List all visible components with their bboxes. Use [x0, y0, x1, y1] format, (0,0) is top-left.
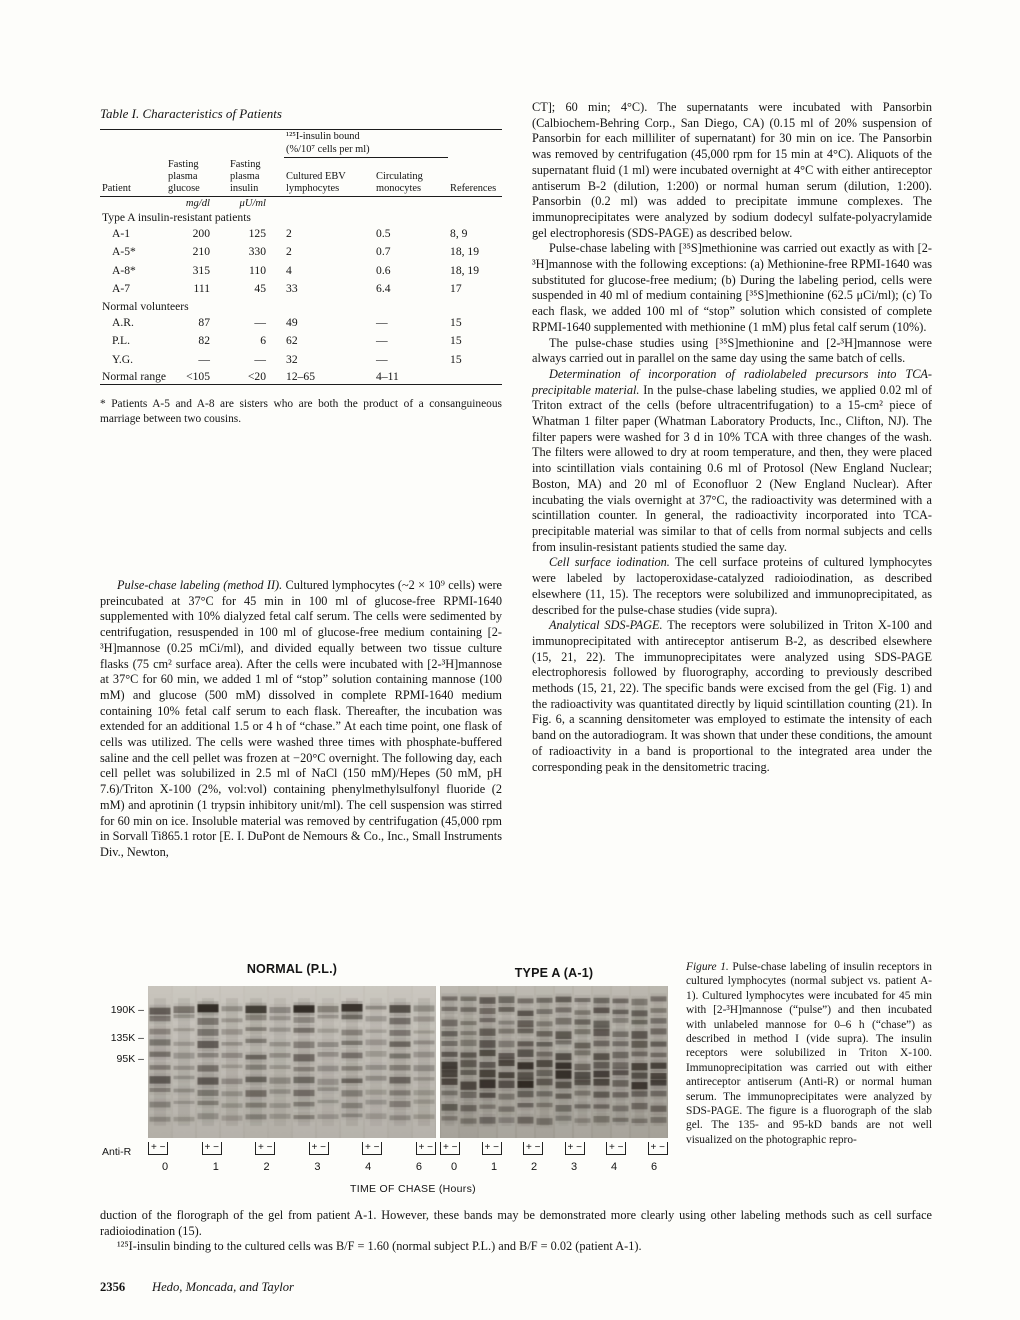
time-point: 2 [263, 1161, 270, 1173]
cell-lymphocytes: 2 [286, 226, 292, 240]
left-column [100, 578, 502, 861]
lane-polarity-label: + − [148, 1142, 168, 1155]
cell-glucose: 200 [192, 226, 210, 240]
gel-title-normal: NORMAL (P.L.) [246, 962, 338, 976]
cell-references: 17 [450, 282, 462, 295]
paragraph-text: CT]; 60 min; 4°C). The supernatants were incubated with Pansorbin (Calbiochem-Behring Corp., San Diego, CA) (0.15 ml of 20% suspension of Pansorbin for each milliliter of supernatant) for 30 min on ice. The Pansorbin was removed by centrifugation (45,000 rpm for 15 min at 4°C). Aliquots of the supernatant fluid (1 ml) were incubated overnight at 4°C with either antireceptor antiserum B-2 (dilution, 1:200) or normal human serum (dilution, 1:200). Pansorbin (0.2 ml) was added to precipitate immune complexes. The immunoprecipitates were analyzed by sodium dodecyl sulfate-polyacrylamide gel electrophoresis (SDS-PAGE) as described below. [532, 100, 932, 240]
time-points-normal [148, 1161, 436, 1173]
lane-polarity-label: + − [482, 1142, 502, 1155]
section-title: Normal volunteers [102, 299, 189, 313]
cell-monocytes: 0.6 [376, 263, 391, 277]
cell-insulin: 6 [260, 334, 267, 347]
cell-lymphocytes: 4 [286, 263, 292, 277]
paragraph-text: The cell surface proteins of cultured lymphocytes were labeled by lactoperoxidase-catalyzed radioiodination, as described elsewhere (11, 15). The receptors were solubilized and immunoprecipitated, as described for the pulse-chase studies (vide supra). [532, 555, 932, 617]
time-point: 4 [365, 1161, 372, 1173]
cell-monocytes: — [376, 352, 388, 366]
paragraph-text: In the pulse-chase labeling studies, we applied 0.02 ml of Triton extract of the cells (before ultracentrifugation) to a 15-cm² piece of Whatman 1 filter paper (Whatman Laboratory Products, Inc., Clifton, NJ). The filter papers were washed for 3 d in 10% TCA with three changes of the wash. The filters were allowed to dry at room temperature, and then, they were placed into scintillation vials containing 0.6 ml of Protosol (New England Nuclear; Boston, MA) and 20 ml of Econofluor 2 (New England Nuclear). After incubating the vials overnight at 37°C, the radioactivity was determined with a scintillation counter. In general, the radioactivity incorporated into TCA-precipitable material was similar to that of cells from normal subjects and cells from insulin-resistant patients studied the same day. [532, 382, 932, 554]
cell-references: 18, 19 [450, 263, 480, 277]
lane-polarity-label: + − [255, 1142, 275, 1155]
table-row [100, 332, 502, 351]
table-row [100, 314, 502, 333]
col-header-monocytes: Circulating monocytes [374, 158, 448, 197]
table-row [100, 243, 502, 262]
paragraph [532, 100, 932, 241]
cell-references: 15 [450, 334, 462, 347]
table-title: Table I. Characteristics of Patients [100, 106, 282, 121]
cell-patient: A-1 [112, 226, 131, 240]
cell-patient: A-8* [112, 263, 136, 277]
table-cell [374, 196, 448, 210]
cell-lymphocytes: 33 [286, 282, 298, 295]
units-insulin: μU/ml [239, 197, 267, 209]
figure-caption-text: Pulse-chase labeling of insulin receptors in cultured lymphocytes (normal subject vs. patient A-1). Cultured lymphocytes were incubated for 45 min with [2-³H]mannose (“pulse”) and then incubated with unlabeled mannose for 0–6 h (“chase”) as described in method I (vide supra). The insulin receptors were solubilized in Triton X-100. Immunoprecipitation was carried out with either antireceptor antiserum (Anti-R) or normal human serum. The immunoprecipitates were analyzed by SDS-PAGE. The figure is a fluorograph of the slab gel. The 135- and 95-kD bands are not well visualized on the photographic repro- [686, 961, 932, 1146]
time-point: 3 [314, 1161, 321, 1173]
time-point: 6 [650, 1161, 658, 1173]
table-cell [284, 196, 374, 210]
time-point: 0 [161, 1161, 169, 1173]
cell-glucose: 87 [198, 315, 210, 329]
lane-polarity-label: + − [523, 1142, 543, 1155]
running-authors: Hedo, Moncada, and Taylor [152, 1280, 294, 1294]
lane-polarity-row-typea [440, 1142, 668, 1155]
paragraph-method-II [100, 578, 502, 861]
cell-glucose: 111 [193, 282, 210, 295]
paragraph-lead: Analytical SDS-PAGE. [549, 618, 663, 633]
paragraph: ¹²⁵I-insulin binding to the cultured cells was B/F = 1.60 (normal subject P.L.) and B/F = 0.02 (patient A-1). [117, 1239, 642, 1254]
table-cell [100, 196, 166, 210]
table-cell [100, 130, 284, 158]
col-header-patient: Patient [100, 158, 166, 197]
lane-polarity-label: + − [606, 1142, 626, 1155]
cell-insulin: 110 [249, 263, 267, 277]
x-axis-label: TIME OF CHASE (Hours) [350, 1183, 476, 1195]
paragraph-text: Cultured lymphocytes (~2 × 10⁹ cells) were preincubated at 37°C for 45 min in 100 ml of glucose-free RPMI-1640 supplemented with 10% dialyzed fetal calf serum. The cells were sedimented by centrifugation, resuspended in 100 ml of glucose-free medium containing [2-³H]mannose (0.25 mCi/ml), and divided equally between two tissue culture flasks (75 cm² surface area). After the cells were incubated with [2-³H]mannose at 37°C for 60 min, we added 1 ml of “stop” solution containing mannose (100 mM) and glucose (500 mM) dissolved in complete RPMI-1640 medium containing 10% fetal calf serum to each flask. Thereafter, the incubation was extended for an additional 1.5 or 4 h of “chase.” At each time point, one flask of cells was utilized. The cells were washed three times with phosphate-buffered saline and the cell pellet was frozen at −20°C overnight. The following day, each cell pellet was solubilized in 2.5 ml of NaCl (150 mM)/Hepes (50 mM, pH 7.6)/Triton X-100 (2%, vol:vol) containing phenylmethylsulfonyl fluoride (2 mM) and aprotinin (1 trypsin inhibitory unit/ml). The cell suspension was stirred for 60 min on ice. Insoluble material was removed by centrifugation (45,000 rpm in Sorvall Ti865.1 rotor [E. I. DuPont de Nemours & Co., Inc., Small Instruments Div., Newton, [100, 578, 502, 859]
cell-patient: A-5* [112, 245, 136, 258]
spanner-line-2: (%/10⁷ cells per ml) [286, 143, 370, 155]
cell-range-lymphocytes: 12–65 [284, 369, 374, 385]
table-units-row [100, 196, 502, 210]
paragraph-lead: Cell surface iodination. [549, 555, 670, 570]
cell-lymphocytes: 62 [286, 334, 298, 347]
cell-monocytes: — [376, 334, 388, 347]
col-header-lymphocytes: Cultured EBV lymphocytes [284, 158, 374, 197]
table-cell [448, 130, 502, 158]
cell-range-glucose: <105 [166, 369, 228, 385]
cell-glucose: 210 [192, 245, 210, 258]
anti-r-label: Anti-R [102, 1146, 132, 1158]
table-footnote: * Patients A-5 and A-8 are sisters who are both the product of a consanguineous marriage between two cousins. [100, 398, 502, 425]
cell-patient: A-7 [112, 282, 131, 295]
cell-insulin: 45 [254, 282, 267, 295]
cell-patient: A.R. [112, 315, 134, 329]
paragraph: duction of the florograph of the gel from patient A-1. However, these bands may be demonstrated more clearly using other labeling methods such as cell surface radioiodination (15). [100, 1208, 932, 1238]
col-header-insulin: Fasting plasma insulin [228, 158, 284, 197]
figure-caption-label: Figure 1. [686, 961, 729, 973]
table-cell [448, 196, 502, 210]
time-points-typea [440, 1161, 668, 1173]
paragraph [532, 336, 932, 367]
cell-insulin: 330 [248, 245, 267, 258]
lane-polarity-label: + − [362, 1142, 382, 1155]
paragraph [532, 241, 932, 335]
units-glucose: mg/dl [185, 197, 210, 209]
cell-lymphocytes: 49 [286, 315, 298, 329]
table-row [100, 280, 502, 299]
paragraph-text: Pulse-chase labeling with [³⁵S]methionine was carried out exactly as with [2-³H]mannose with the following exceptions: (a) Methionine-free RPMI-1640 was substituted for glucose-free medium; (b) During the labeling period, cells were suspended in 40 ml of medium containing [³⁵S]methionine (62.5 μCi/ml); (c) To each flask, we added 100 ml of “stop” solution which consisted of complete RPMI-1640 supplemented with methionine (1 mM) plus fetal calf serum (10%). [532, 241, 932, 334]
lane-polarity-label: + − [440, 1142, 460, 1155]
lane-polarity-label: + − [202, 1142, 222, 1155]
table-section-typeA [100, 210, 502, 225]
caption-continuation [100, 1208, 932, 1255]
right-column [532, 100, 932, 775]
time-point: 1 [212, 1161, 219, 1173]
cell-range-monocytes: 4–11 [374, 369, 448, 385]
paragraph [532, 618, 932, 775]
cell-glucose: 82 [198, 334, 210, 347]
table-section-normal [100, 299, 502, 314]
table-normal-range-row [100, 369, 502, 385]
cell-references: 15 [450, 352, 462, 366]
patients-table-block [100, 106, 502, 426]
paragraph-text: The receptors were solubilized in Triton X-100 and immunoprecipitated with antireceptor antiserum B-2, as described elsewhere (15, 21, 22). The immunoprecipitates were analyzed using SDS-PAGE electrophoresis followed by fluorography, according to previously described methods (15, 21, 22). The specific bands were excised from the gel (Fig. 1) and the radioactivity was quantitated directly by liquid scintillation counting (21). In Fig. 6, a scanning densitometer was employed to estimate the intensity of each band on the autoradiogram. It was shown that under these conditions, the amount of radioactivity in a band is proportional to the integrated area under the corresponding peak in the densitometric tracing. [532, 618, 933, 774]
cell-lymphocytes: 32 [286, 352, 298, 366]
section-title: Type A insulin-resistant patients [102, 210, 251, 224]
time-point: 4 [610, 1161, 618, 1173]
cell-glucose: — [198, 352, 210, 366]
cell-patient: P.L. [112, 334, 131, 347]
lane-polarity-label: + − [648, 1142, 668, 1155]
cell-monocytes: 0.7 [376, 245, 391, 258]
table-spanner-row [100, 130, 502, 158]
lane-polarity-label: + − [565, 1142, 585, 1155]
time-point: 0 [450, 1161, 458, 1173]
cell-references: 18, 19 [450, 245, 480, 258]
cell-monocytes: 0.5 [376, 226, 391, 240]
cell-monocytes: — [376, 315, 388, 329]
mw-marker-190k: 190K – [110, 1004, 144, 1016]
table-header-row [100, 158, 502, 197]
mw-marker-135k: 135K – [110, 1032, 144, 1044]
time-point: 3 [570, 1161, 578, 1173]
mw-marker-95k: 95K – [116, 1053, 144, 1065]
cell-insulin: — [254, 315, 267, 329]
gel-title-typea: TYPE A (A-1) [514, 966, 594, 980]
paragraph [532, 555, 932, 618]
patients-table [100, 129, 502, 385]
cell-range-label: Normal range [102, 370, 167, 383]
paragraph-lead: Determination of incorporation of radiolabeled precursors into TCA-precipitable material. [532, 366, 932, 397]
cell-lymphocytes: 2 [286, 245, 292, 258]
cell-range-insulin: <20 [228, 369, 284, 385]
paragraph [532, 367, 932, 555]
table-row [100, 262, 502, 281]
lane-polarity-label: + − [309, 1142, 329, 1155]
cell-references: 8, 9 [450, 226, 468, 240]
cell-references: 15 [450, 315, 462, 329]
cell-insulin: — [254, 352, 267, 366]
gel-image-typea [440, 986, 668, 1138]
cell-glucose: 315 [192, 263, 210, 277]
col-header-glucose: Fasting plasma glucose [166, 158, 228, 197]
lane-polarity-label: + − [416, 1142, 436, 1155]
cell-range-references [448, 369, 502, 385]
paragraph-lead: Pulse-chase labeling (method II). [117, 578, 283, 592]
spanner-header [284, 130, 448, 158]
page-number: 2356 [100, 1280, 126, 1294]
cell-monocytes: 6.4 [376, 282, 391, 295]
figure-caption [686, 960, 932, 1147]
cell-patient: Y.G. [112, 352, 134, 366]
cell-insulin: 125 [248, 226, 267, 240]
time-point: 1 [490, 1161, 498, 1173]
spanner-line-1: ¹²⁵I-insulin bound [286, 131, 360, 142]
time-point: 6 [415, 1161, 423, 1173]
time-point: 2 [530, 1161, 538, 1173]
col-header-references: References [448, 158, 502, 197]
gel-image-normal [148, 986, 436, 1138]
table-row [100, 225, 502, 244]
paragraph-text: The pulse-chase studies using [³⁵S]methionine and [2-³H]mannose were always carried out in parallel on the same day using the same batch of cells. [532, 335, 932, 366]
lane-polarity-row-normal [148, 1142, 436, 1155]
table-row [100, 351, 502, 370]
